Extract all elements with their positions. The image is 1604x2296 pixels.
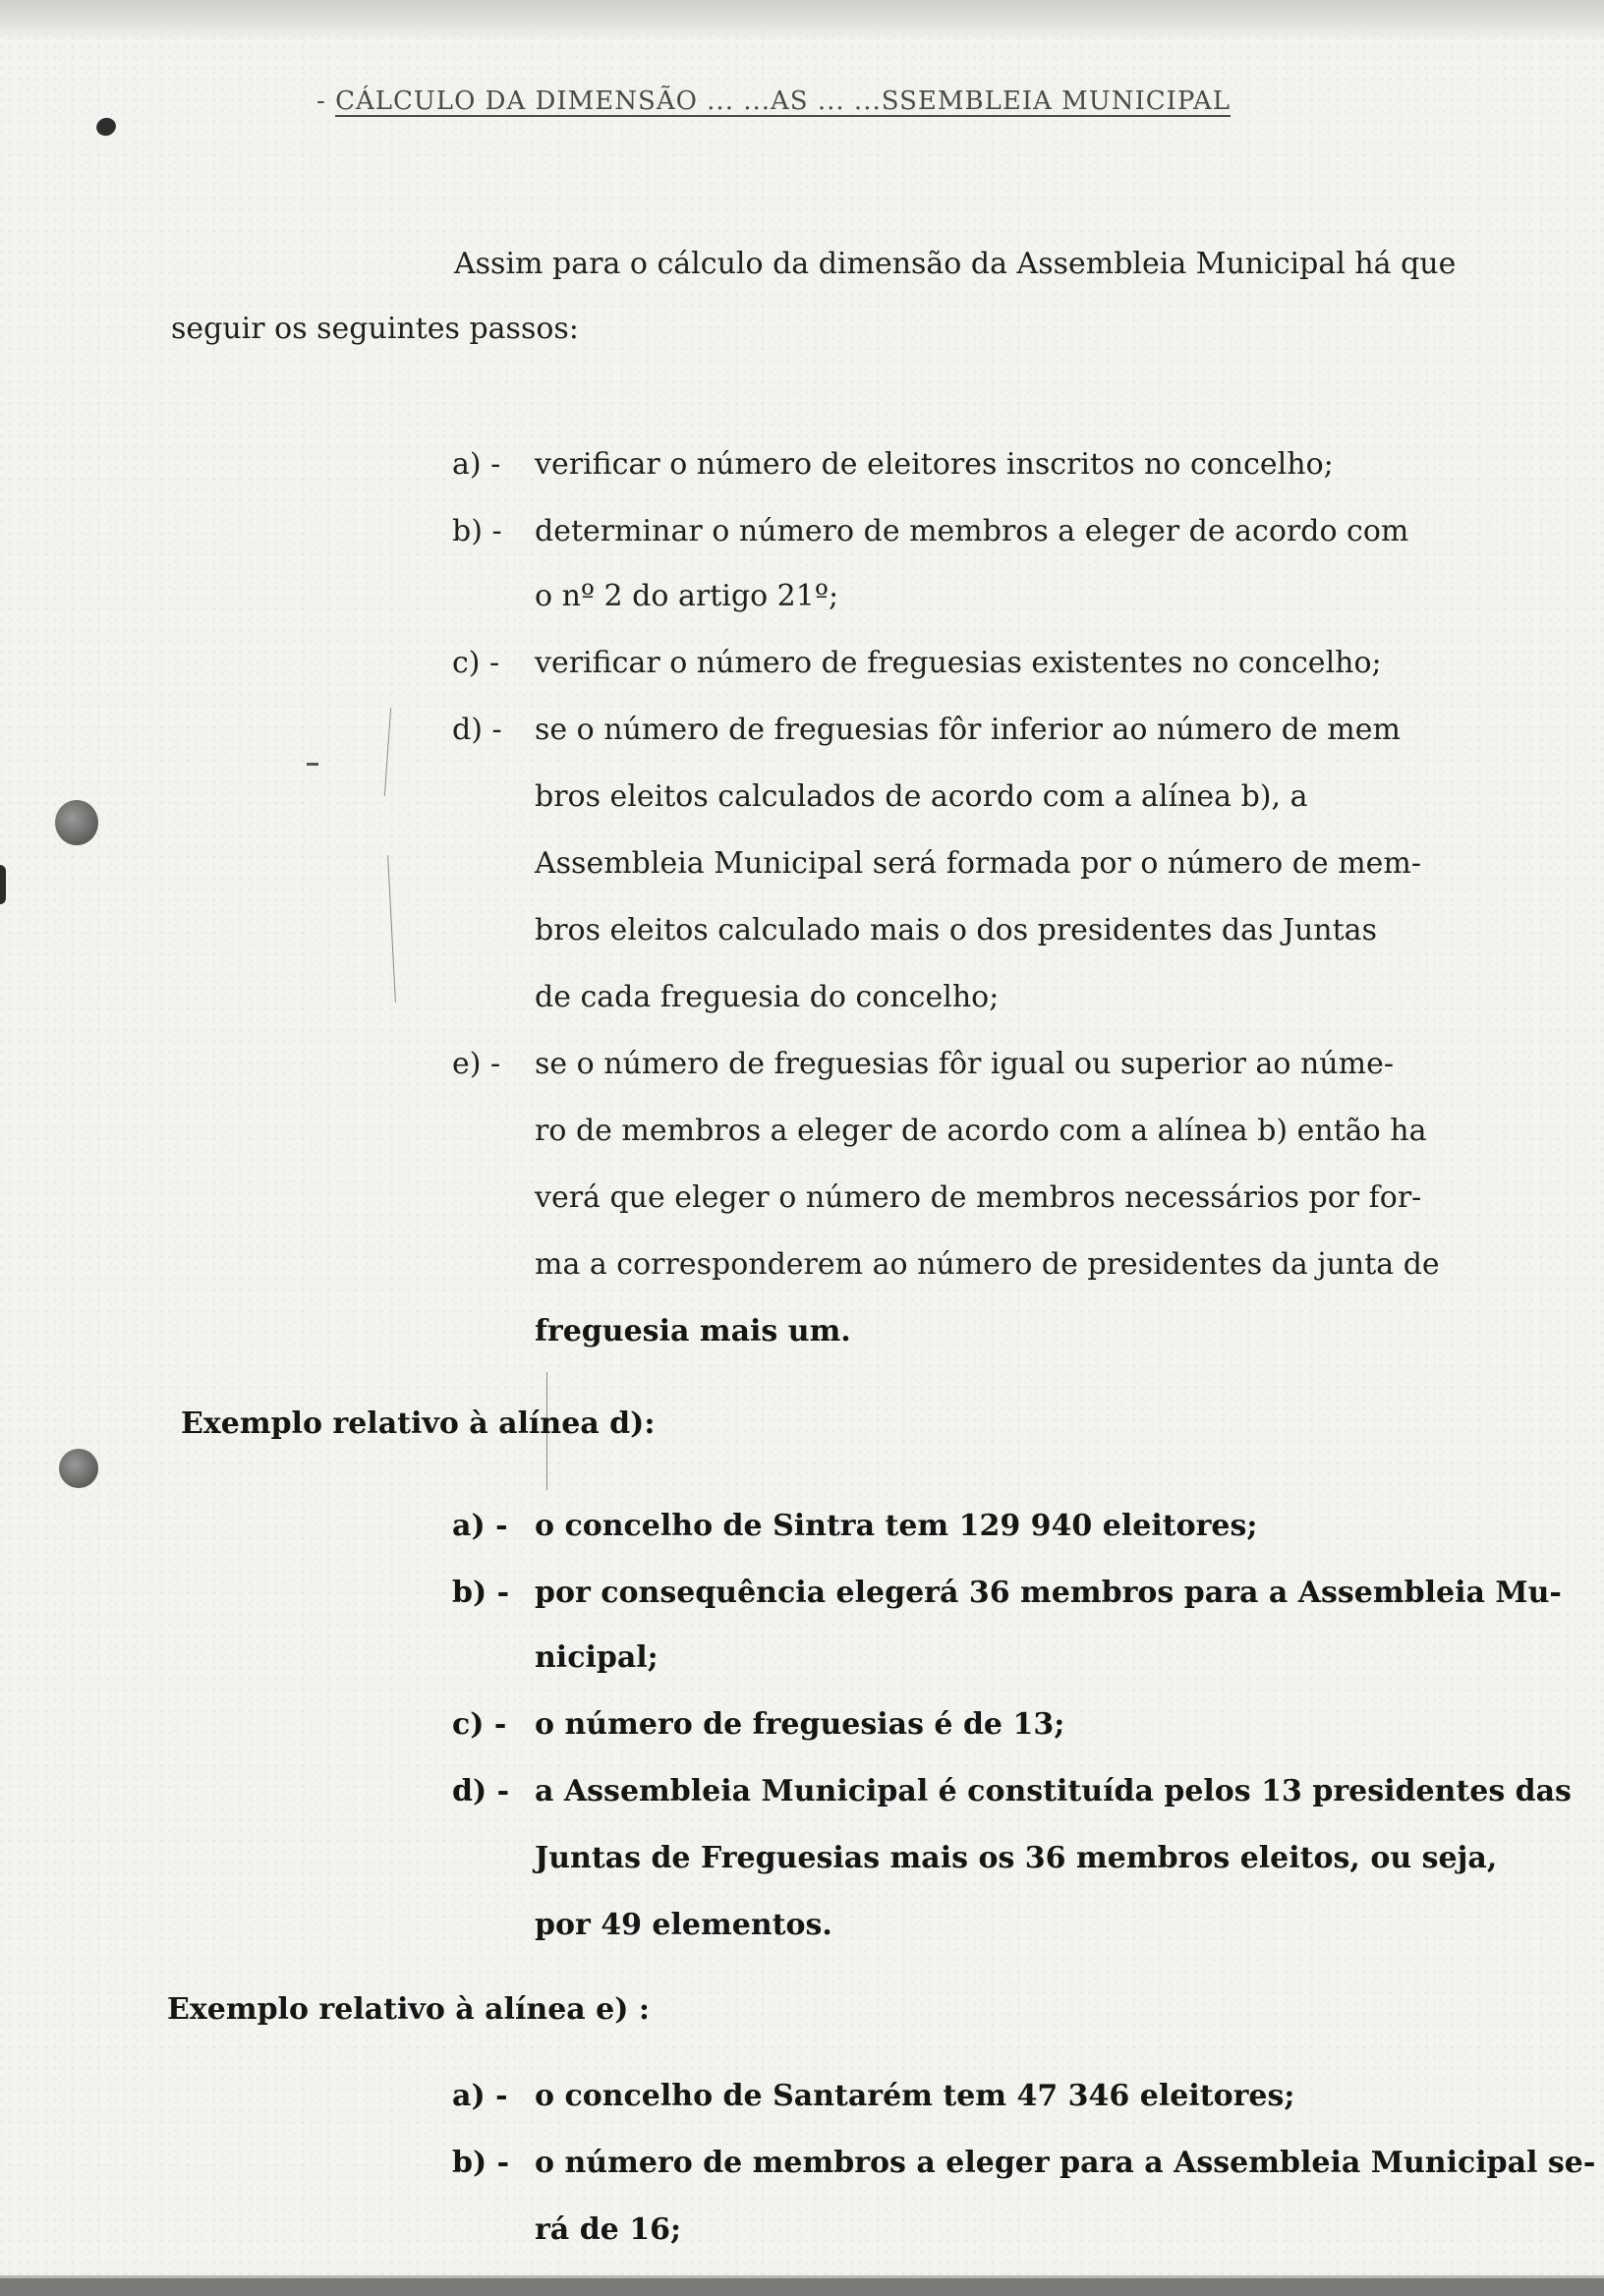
- step-line: verificar o número de freguesias existentes no concelho;: [535, 646, 1382, 680]
- step-line: de cada freguesia do concelho;: [535, 980, 1000, 1014]
- step-line: se o número de freguesias fôr inferior ao número de mem: [535, 713, 1401, 747]
- example-e-heading: Exemplo relativo à alínea e) :: [167, 1992, 650, 2027]
- example-label: a) -: [452, 1509, 508, 1543]
- step-line: freguesia mais um.: [535, 1314, 851, 1349]
- step-line: bros eleitos calculado mais o dos presidentes das Juntas: [535, 913, 1377, 947]
- intro-line-2: seguir os seguintes passos:: [171, 312, 579, 346]
- scan-top-edge: [0, 0, 1604, 41]
- example-d-heading: Exemplo relativo à alínea d):: [181, 1406, 656, 1441]
- step-line: determinar o número de membros a eleger de acordo com: [535, 514, 1409, 548]
- example-line: nicipal;: [535, 1640, 659, 1675]
- example-label: c) -: [452, 1707, 507, 1742]
- ink-dot-mark: [94, 115, 119, 139]
- edge-smudge-mark: [0, 865, 6, 904]
- example-label: b) -: [452, 2146, 510, 2180]
- example-label: a) -: [452, 2079, 508, 2113]
- example-line: o concelho de Sintra tem 129 940 eleitores;: [535, 1509, 1258, 1543]
- step-line: verificar o número de eleitores inscritos no concelho;: [535, 447, 1334, 482]
- punch-hole-upper: [55, 800, 98, 845]
- step-label: b) -: [452, 514, 502, 548]
- step-label: a) -: [452, 447, 501, 482]
- margin-pencil-line: [384, 708, 391, 796]
- step-label: c) -: [452, 646, 500, 680]
- margin-tick-mark: [307, 763, 318, 766]
- step-label: e) -: [452, 1047, 501, 1081]
- page-heading: [316, 86, 1231, 116]
- example-line: rá de 16;: [535, 2212, 682, 2247]
- step-label: d) -: [452, 713, 502, 747]
- heading-dash: -: [316, 86, 326, 116]
- example-line: o número de freguesias é de 13;: [535, 1707, 1065, 1742]
- example-line: o concelho de Santarém tem 47 346 eleitores;: [535, 2079, 1295, 2113]
- example-label: d) -: [452, 1774, 510, 1808]
- example-line: o número de membros a eleger para a Assembleia Municipal se-: [535, 2146, 1596, 2180]
- scan-bottom-edge: [0, 2278, 1604, 2296]
- example-label: b) -: [452, 1576, 510, 1610]
- heading-text: CÁLCULO DA DIMENSÃO ... ...AS ... ...SSEMBLEIA MUNICIPAL: [335, 86, 1232, 116]
- step-line: Assembleia Municipal será formada por o número de mem-: [535, 846, 1421, 881]
- step-line: se o número de freguesias fôr igual ou superior ao núme-: [535, 1047, 1394, 1081]
- step-line: ro de membros a eleger de acordo com a alínea b) então ha: [535, 1114, 1427, 1148]
- example-line: por consequência elegerá 36 membros para a Assembleia Mu-: [535, 1576, 1562, 1610]
- margin-pencil-line: [387, 855, 396, 1003]
- step-line: verá que eleger o número de membros necessários por for-: [535, 1180, 1422, 1215]
- intro-line-1: Assim para o cálculo da dimensão da Assembleia Municipal há que: [454, 247, 1457, 281]
- example-line: Juntas de Freguesias mais os 36 membros eleitos, ou seja,: [535, 1841, 1498, 1875]
- example-line: a Assembleia Municipal é constituída pelos 13 presidentes das: [535, 1774, 1572, 1808]
- step-line: o nº 2 do artigo 21º;: [535, 579, 839, 613]
- punch-hole-lower: [59, 1449, 98, 1488]
- step-line: bros eleitos calculados de acordo com a alínea b), a: [535, 779, 1308, 814]
- example-line: por 49 elementos.: [535, 1908, 832, 1942]
- step-line: ma a corresponderem ao número de presidentes da junta de: [535, 1247, 1440, 1282]
